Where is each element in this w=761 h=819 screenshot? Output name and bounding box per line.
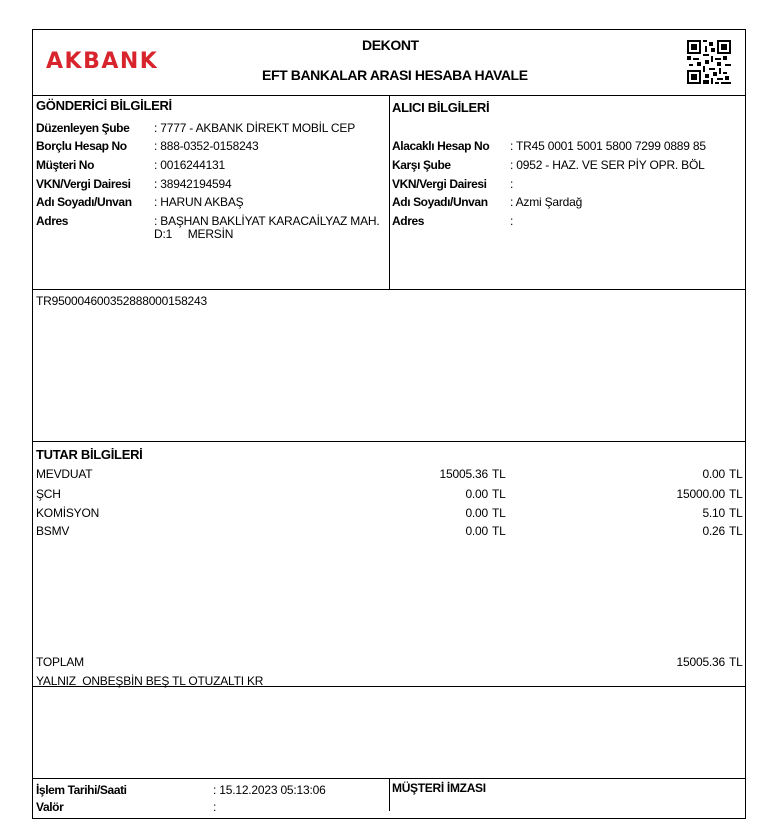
receiver-account-label: Alacaklı Hesap No xyxy=(392,139,490,153)
receiver-tax-value: : xyxy=(510,177,514,191)
receiver-name-label: Adı Soyadı/Unvan xyxy=(392,195,488,209)
receiver-account-value: : TR45 0001 5001 5800 7299 0889 85 xyxy=(510,139,706,153)
receiver-branch-value: : 0952 - HAZ. VE SER PİY OPR. BÖL xyxy=(510,158,705,172)
receiver-address-value: : xyxy=(510,214,514,228)
receiver-name-value: : Azmi Şardağ xyxy=(510,195,583,209)
total-value: 15005.36 xyxy=(676,655,725,669)
total-currency: TL xyxy=(729,655,743,669)
receiver-tax-label: VKN/Vergi Dairesi xyxy=(392,177,487,191)
amount-col2: 0.26 xyxy=(702,524,725,538)
amount-row-name: MEVDUAT xyxy=(36,467,93,481)
amount-col1: 0.00 xyxy=(465,506,488,520)
amount-row-name: BSMV xyxy=(36,524,70,538)
document-title: DEKONT xyxy=(362,37,419,53)
receiver-heading: ALICI BİLGİLERİ xyxy=(392,100,490,115)
amount-col1: 0.00 xyxy=(465,524,488,538)
amount-row-name: ŞCH xyxy=(36,487,61,501)
divider xyxy=(32,441,746,442)
sender-branch-label: Düzenleyen Şube xyxy=(36,121,130,135)
amount-col2: 0.00 xyxy=(702,467,725,481)
amounts-heading: TUTAR BİLGİLERİ xyxy=(36,447,143,462)
total-label: TOPLAM xyxy=(36,655,84,669)
amount-row-name: KOMİSYON xyxy=(36,506,100,520)
amount-col1-currency: TL xyxy=(492,506,506,520)
akbank-logo: AKBANK xyxy=(46,49,159,74)
amount-col2-currency: TL xyxy=(729,467,743,481)
amount-col1: 0.00 xyxy=(465,487,488,501)
transaction-datetime-value: : 15.12.2023 05:13:06 xyxy=(213,783,326,797)
sender-address-label: Adres xyxy=(36,214,69,228)
transaction-description: TR950004600352888000158243 xyxy=(36,294,207,308)
sender-account-value: : 888-0352-0158243 xyxy=(154,139,259,153)
sender-tax-value: : 38942194594 xyxy=(154,177,232,191)
transaction-datetime-label: İşlem Tarihi/Saati xyxy=(36,783,127,797)
sender-address-value: : BAŞHAN BAKLİYAT KARACAİLYAZ MAH. xyxy=(154,214,380,228)
valor-label: Valör xyxy=(36,800,64,814)
amount-col2-currency: TL xyxy=(729,487,743,501)
amount-col2-currency: TL xyxy=(729,524,743,538)
amount-col1-currency: TL xyxy=(492,467,506,481)
amount-in-words: YALNIZ ONBEŞBİN BEŞ TL OTUZALTI KR xyxy=(36,674,264,688)
sender-heading: GÖNDERİCİ BİLGİLERİ xyxy=(36,98,172,113)
customer-signature-heading: MÜŞTERİ İMZASI xyxy=(392,781,486,795)
sender-branch-value: : 7777 - AKBANK DİREKT MOBİL CEP xyxy=(154,121,356,135)
column-divider xyxy=(389,95,390,289)
sender-address-value-line2: D:1 MERSİN xyxy=(154,227,234,241)
document-subtitle: EFT BANKALAR ARASI HESABA HAVALE xyxy=(262,67,528,83)
sender-account-label: Borçlu Hesap No xyxy=(36,139,127,153)
valor-value: : xyxy=(213,800,217,814)
divider xyxy=(32,289,746,290)
sender-tax-label: VKN/Vergi Dairesi xyxy=(36,177,131,191)
receiver-branch-label: Karşı Şube xyxy=(392,158,451,172)
amount-col2: 15000.00 xyxy=(676,487,725,501)
amount-col1: 15005.36 xyxy=(439,467,488,481)
amount-col2: 5.10 xyxy=(702,506,725,520)
sender-name-value: : HARUN AKBAŞ xyxy=(154,195,244,209)
column-divider xyxy=(389,778,390,811)
qr-code-icon xyxy=(687,40,731,84)
sender-customer-no-label: Müşteri No xyxy=(36,158,95,172)
sender-name-label: Adı Soyadı/Unvan xyxy=(36,195,132,209)
amount-col2-currency: TL xyxy=(729,506,743,520)
receiver-address-label: Adres xyxy=(392,214,425,228)
amount-col1-currency: TL xyxy=(492,524,506,538)
amount-col1-currency: TL xyxy=(492,487,506,501)
sender-customer-no-value: : 0016244131 xyxy=(154,158,226,172)
